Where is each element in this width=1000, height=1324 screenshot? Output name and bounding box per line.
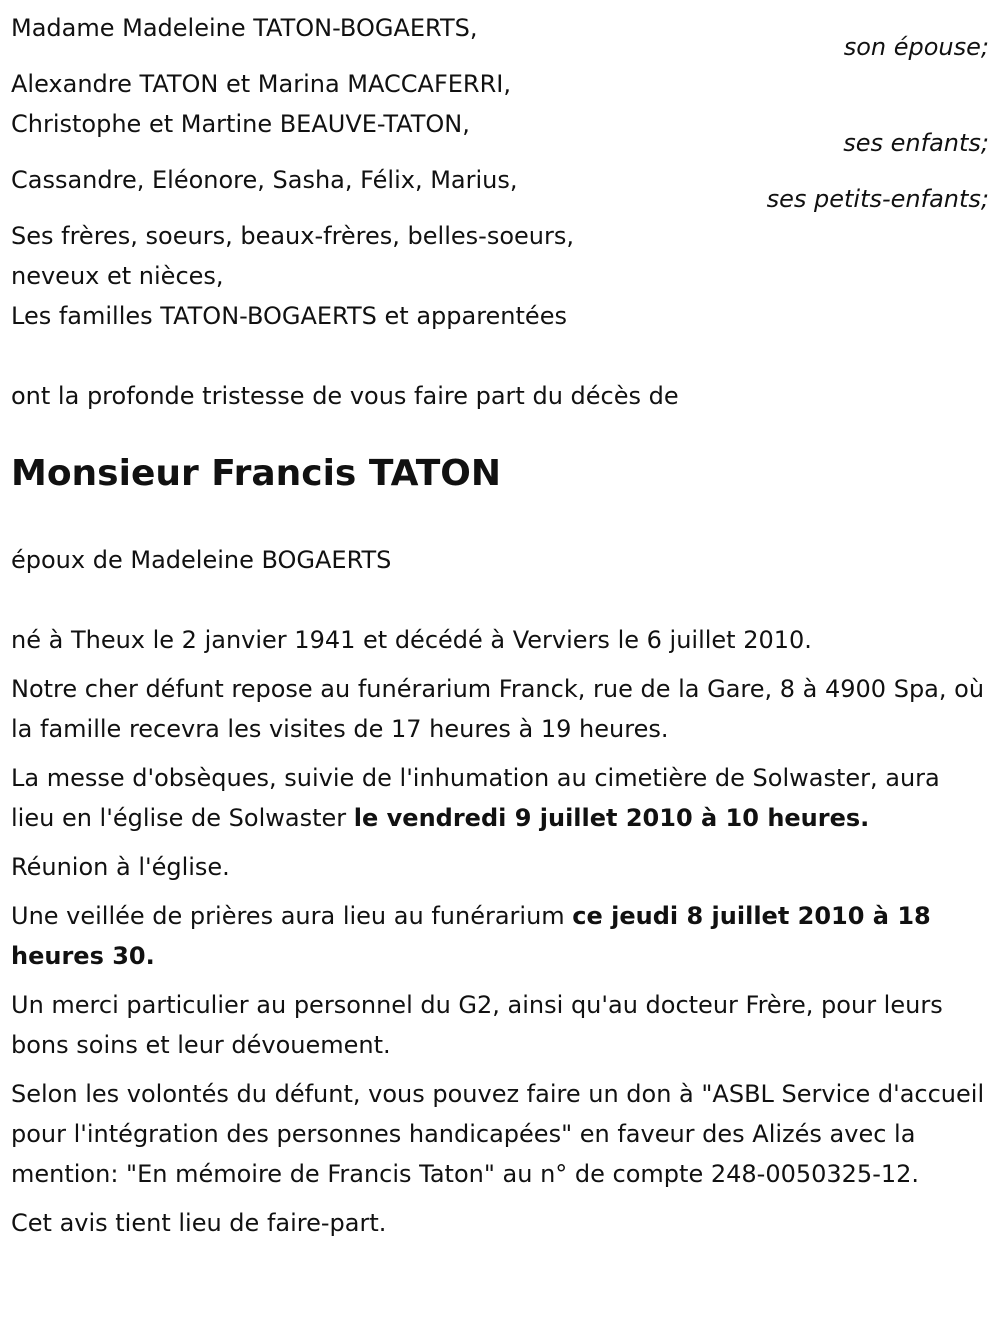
thanks-paragraph: Un merci particulier au personnel du G2, ainsi qu'au docteur Frère, pour leurs bons soins et leur dévouement. bbox=[11, 991, 943, 1059]
family-line: Alexandre TATON et Marina MACCAFERRI, bbox=[11, 70, 511, 98]
closing-paragraph: Cet avis tient lieu de faire-part. bbox=[11, 1209, 387, 1237]
vigil-date: ce jeudi 8 juillet 2010 à 18 heures 30. bbox=[11, 902, 931, 970]
family-role-spouse: son épouse; bbox=[843, 33, 989, 61]
family-role-children: ses enfants; bbox=[843, 129, 989, 157]
mass-paragraph bbox=[11, 758, 990, 838]
family-list bbox=[11, 8, 990, 336]
family-line: Les familles TATON-BOGAERTS et apparentées bbox=[11, 302, 567, 330]
spouse-line: époux de Madeleine BOGAERTS bbox=[11, 546, 392, 574]
announcement-text: ont la profonde tristesse de vous faire part du décès de bbox=[11, 382, 679, 410]
family-group-extended bbox=[11, 216, 990, 336]
mass-text: La messe d'obsèques, suivie de l'inhumation au cimetière de Solwaster, aura lieu en l'église de Solwaster bbox=[11, 764, 940, 832]
vigil-text: Une veillée de prières aura lieu au funérarium bbox=[11, 902, 573, 930]
funerarium-paragraph: Notre cher défunt repose au funérarium Franck, rue de la Gare, 8 à 4900 Spa, où la famille recevra les visites de 17 heures à 19 heures. bbox=[11, 675, 985, 743]
family-line: Cassandre, Eléonore, Sasha, Félix, Marius, bbox=[11, 166, 518, 194]
family-line: Ses frères, soeurs, beaux-frères, belles-soeurs, bbox=[11, 222, 574, 250]
mass-date: le vendredi 9 juillet 2010 à 10 heures. bbox=[353, 804, 870, 832]
family-line: neveux et nièces, bbox=[11, 262, 224, 290]
family-group-children bbox=[11, 64, 990, 156]
family-line: Christophe et Martine BEAUVE-TATON, bbox=[11, 110, 470, 138]
family-group-grandchildren bbox=[11, 160, 990, 212]
family-line: Madame Madeleine TATON-BOGAERTS, bbox=[11, 14, 478, 42]
deceased-name-heading: Monsieur Francis TATON bbox=[11, 453, 502, 494]
vigil-paragraph bbox=[11, 896, 990, 976]
family-group-spouse bbox=[11, 8, 990, 60]
birth-death-paragraph: né à Theux le 2 janvier 1941 et décédé à Verviers le 6 juillet 2010. bbox=[11, 626, 812, 654]
family-role-grandchildren: ses petits-enfants; bbox=[766, 185, 989, 213]
reunion-paragraph: Réunion à l'église. bbox=[11, 853, 230, 881]
donation-paragraph: Selon les volontés du défunt, vous pouvez faire un don à "ASBL Service d'accueil pour l'intégration des personnes handicapées" en faveur des Alizés avec la mention: "En mémoire de Francis Taton" au n° de compte 248-0050325-12. bbox=[11, 1080, 985, 1188]
